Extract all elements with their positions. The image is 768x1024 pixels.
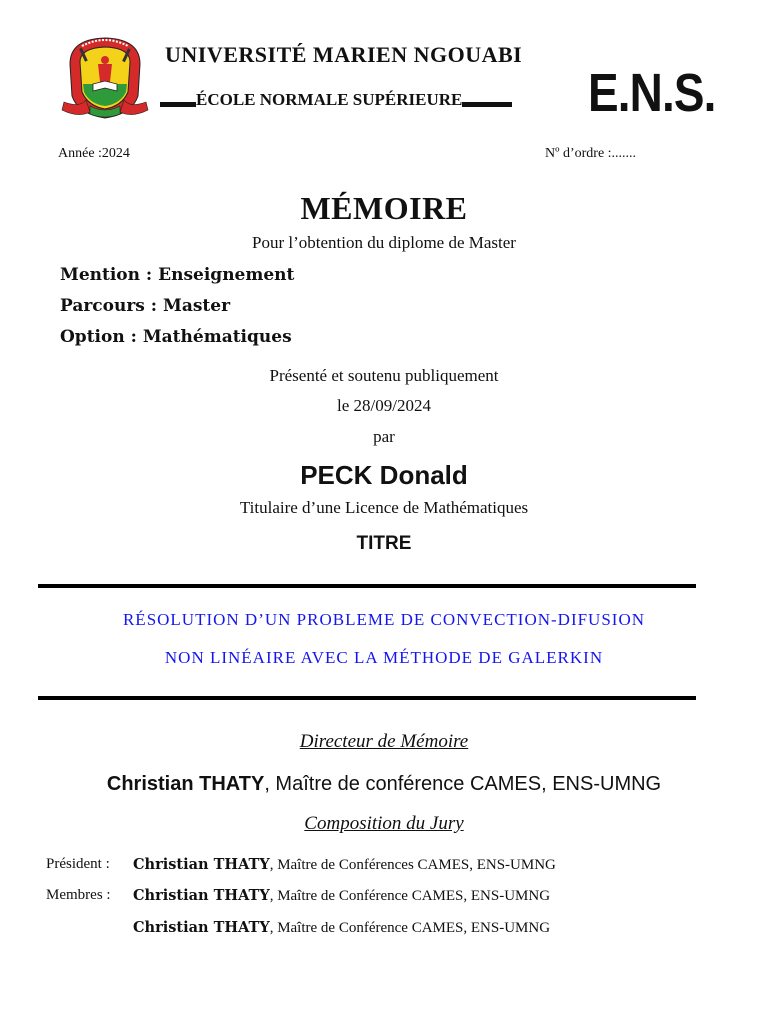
jury-role-president: Président : (46, 856, 110, 872)
university-seal (60, 34, 150, 120)
jury-member-row (133, 856, 556, 874)
author-name: PECK Donald (300, 460, 468, 490)
field-label: Mention (60, 265, 141, 285)
university-name: UNIVERSITÉ MARIEN NGOUABI (165, 42, 523, 67)
ens-logo: E.N.S. (588, 63, 716, 123)
degree-purpose: Pour l’obtention du diplome de Master (252, 233, 516, 252)
director-section-title: Directeur de Mémoire (299, 731, 469, 752)
director-line (0, 773, 768, 796)
thesis-title-line-2: NON LINÉAIRE AVEC LA MÉTHODE DE GALERKIN (164, 648, 604, 667)
by-label: par (373, 427, 395, 446)
order-number: Nº d’ordre :....... (545, 146, 637, 161)
jury-member-title: , Maître de Conférence CAMES, ENS-UMNG (269, 920, 551, 936)
jury-member-row (133, 919, 550, 937)
jury-member-name: Christian THATY (133, 887, 270, 904)
field-value: Enseignement (158, 265, 295, 285)
jury-role-members: Membres : (46, 887, 111, 903)
author-degree: Titulaire d’une Licence de Mathématiques (239, 498, 529, 517)
thesis-title-line-1: RÉSOLUTION D’UN PROBLEME DE CONVECTION-DIFUSION (122, 610, 646, 629)
presentation-line: Présenté et soutenu publiquement (269, 366, 499, 385)
title-label: TITRE (356, 533, 412, 554)
field-value: Mathématiques (142, 327, 292, 347)
option-field: Option : Mathématiques (60, 327, 292, 347)
director-name: Christian THATY (106, 773, 265, 795)
school-name-row (160, 90, 512, 110)
jury-member-row (133, 887, 550, 905)
jury-member-name: Christian THATY (133, 856, 270, 873)
bottom-divider (38, 696, 696, 700)
document-heading: MÉMOIRE (300, 190, 468, 226)
school-name: ÉCOLE NORMALE SUPÉRIEURE (196, 90, 463, 109)
defense-date: le 28/09/2024 (337, 396, 431, 415)
jury-member-title: , Maître de Conférence CAMES, ENS-UMNG (269, 888, 551, 904)
right-rule (462, 102, 512, 107)
jury-section-title: Composition du Jury (304, 813, 464, 834)
parcours-field: Parcours : Master (60, 296, 231, 316)
director-title: , Maître de conférence CAMES, ENS-UMNG (264, 773, 662, 795)
field-value: Master (163, 296, 231, 316)
top-divider (38, 584, 696, 588)
year-label: Année :2024 (58, 146, 130, 161)
left-rule (160, 102, 196, 107)
jury-member-title: , Maître de Conférences CAMES, ENS-UMNG (269, 857, 556, 873)
field-label: Parcours (60, 296, 145, 316)
jury-member-name: Christian THATY (133, 919, 270, 936)
field-label: Option (60, 327, 125, 347)
mention-field: Mention : Enseignement (60, 265, 295, 285)
